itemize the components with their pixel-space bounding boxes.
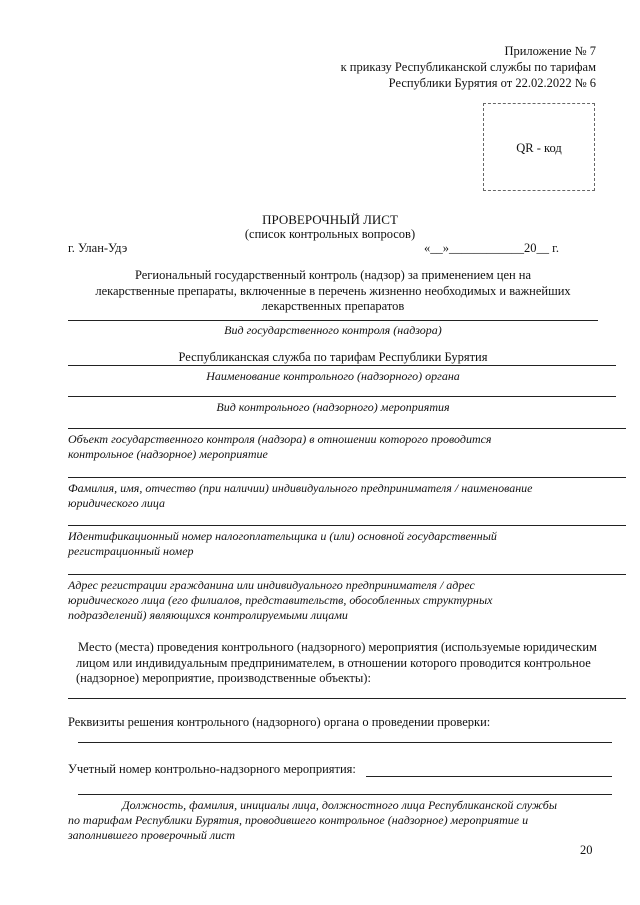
page-number: 20 [580,843,593,857]
address-caption-line-2: юридического лица (его филиалов, представительств, обособленных структурных [68,593,493,607]
appendix-line-2: к приказу Республиканской службы по тарифам [340,60,596,74]
appendix-line-1: Приложение № 7 [504,44,596,58]
appendix-line-3: Республики Бурятия от 22.02.2022 № 6 [388,76,596,90]
fio-line[interactable] [68,477,626,478]
date-field[interactable]: «__»____________20__ г. [424,241,559,255]
account-number-answer-line[interactable] [366,776,612,777]
document-subtitle: (список контрольных вопросов) [244,227,416,241]
control-type-line-1: Региональный государственный контроль (надзор) за применением цен на [134,268,532,282]
event-kind-line[interactable] [68,396,616,397]
organ-name-line[interactable] [68,365,616,366]
city: г. Улан-Удэ [68,241,128,255]
address-line[interactable] [68,574,626,575]
signer-caption-line-1: Должность, фамилия, инициалы лица, должностного лица Республиканской службы [122,798,557,812]
place-line-1: Место (места) проведения контрольного (надзорного) мероприятия (используемые юридическим [78,640,597,654]
control-type-line-3: лекарственных препаратов [261,299,405,313]
organ-name-caption: Наименование контрольного (надзорного) органа [206,369,460,383]
fio-caption-line-2: юридического лица [68,496,165,510]
document-title: ПРОВЕРОЧНЫЙ ЛИСТ [262,212,398,227]
object-caption-line-2: контрольное (надзорное) мероприятие [68,447,268,461]
signer-caption-line-3: заполнившего проверочный лист [68,828,236,842]
address-caption-line-3: подразделений) являющихся контролируемыми лицами [68,608,348,622]
inn-caption-line-2: регистрационный номер [68,544,194,558]
inn-caption-line-1: Идентификационный номер налогоплательщика и (или) основной государственный [68,529,497,543]
control-kind-line [68,320,598,321]
requisites-label: Реквизиты решения контрольного (надзорного) органа о проведении проверки: [68,715,491,729]
control-kind-caption: Вид государственного контроля (надзора) [224,323,442,337]
place-line-3: (надзорное) мероприятие, производственные объекты): [76,671,371,685]
organ-name-value: Республиканская служба по тарифам Республики Бурятия [178,350,488,364]
place-line-2: лицом или индивидуальным предпринимателем, в отношении которого проводится контрольное [76,656,591,670]
place-answer-line[interactable] [68,698,626,699]
qr-code-label: QR - код [516,141,562,155]
signer-answer-line[interactable] [78,794,612,795]
inn-line[interactable] [68,525,626,526]
control-type-line-2: лекарственные препараты, включенные в перечень жизненно необходимых и важнейших [95,284,571,298]
requisites-answer-line[interactable] [78,742,612,743]
object-caption-line-1: Объект государственного контроля (надзора) в отношении которого проводится [68,432,492,446]
fio-caption-line-1: Фамилия, имя, отчество (при наличии) индивидуального предпринимателя / наименование [68,481,533,495]
event-kind-caption: Вид контрольного (надзорного) мероприятия [216,400,450,414]
qr-code-placeholder [483,103,595,191]
object-line[interactable] [68,428,626,429]
signer-caption-line-2: по тарифам Республики Бурятия, проводившего контрольное (надзорное) мероприятие и [68,813,529,827]
account-number-label: Учетный номер контрольно-надзорного мероприятия: [68,762,356,776]
address-caption-line-1: Адрес регистрации гражданина или индивидуального предпринимателя / адрес [68,578,475,592]
